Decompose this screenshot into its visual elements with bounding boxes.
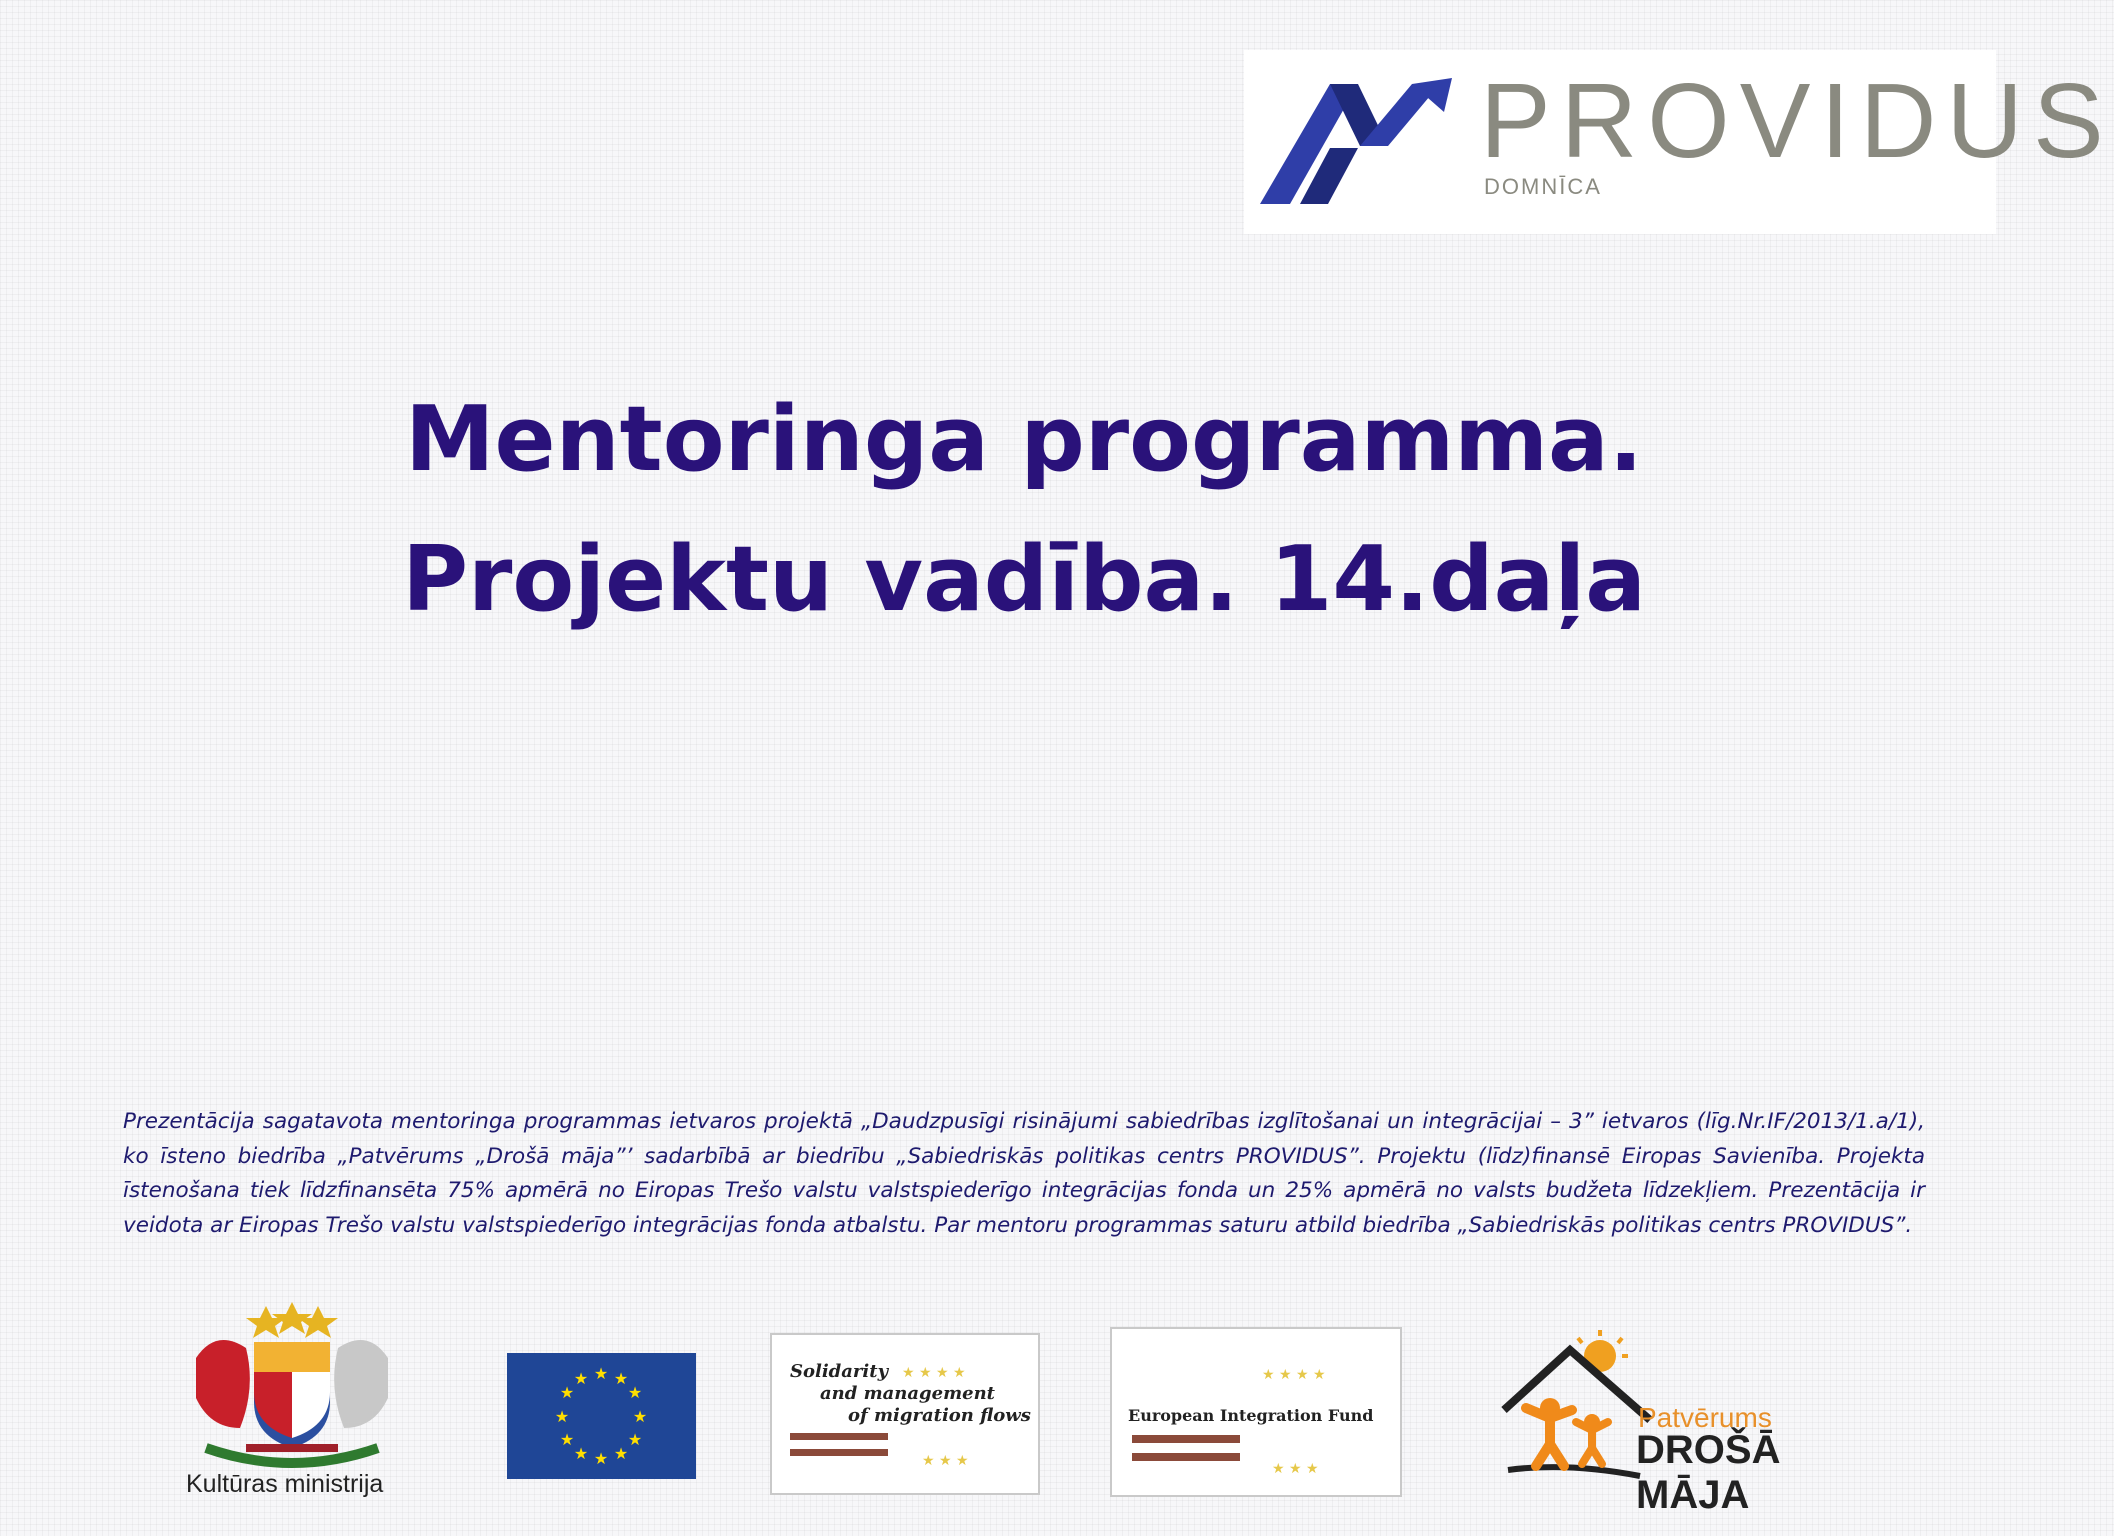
svg-text:★ ★ ★ ★: ★ ★ ★ ★ <box>902 1365 966 1381</box>
latvia-coat-of-arms-icon <box>176 1298 408 1468</box>
solidarity-logo <box>770 1333 1040 1495</box>
kulturas-ministrija-logo <box>176 1298 408 1508</box>
providus-n-logo-icon <box>1260 64 1460 220</box>
eif-label: European Integration Fund <box>1128 1406 1374 1425</box>
drosa-maja-line2: DROŠĀ MĀJA <box>1636 1428 1781 1517</box>
kulturas-ministrija-label: Kultūras ministrija <box>186 1470 384 1498</box>
providus-subtitle: DOMNĪCA <box>1484 174 1602 199</box>
svg-text:★: ★ <box>627 1383 643 1402</box>
svg-text:★: ★ <box>554 1407 570 1426</box>
funding-disclaimer: Prezentācija sagatavota mentoringa programmas ietvaros projektā „Daudzpusīgi risinājumi sabiedrības izglītošanai un integrācijai – 3” ietvaros (līg.Nr.IF/2013/1.a/1), ko īsteno biedrība „Patvērums „Drošā māja”’ sadarbībā ar biedrību „Sabiedriskās politikas centrs PROVIDUS”. Projektu (līdz)finansē Eiropas Savienība. Projekta īstenošana tiek līdzfinansēta 75% apmērā no Eiropas Trešo valstu valstspiederīgo integrācijas fonda un 25% apmērā no valsts budžeta līdzekļiem. Prezentācija ir veidota ar Eiropas Trešo valstu valstspiederīgo integrācijas fonda atbalstu. Par mentoru programmas saturu atbild biedrība „Sabiedriskās politikas centrs PROVIDUS”. <box>123 1109 1925 1238</box>
providus-logo <box>1244 50 2114 234</box>
slide-title-line1: Mentoringa programma. <box>405 387 1643 492</box>
svg-text:★: ★ <box>573 1444 589 1463</box>
solidarity-line1: Solidarity <box>790 1361 889 1382</box>
eu-flag-icon <box>507 1353 696 1479</box>
providus-name: PROVIDUS <box>1480 62 2114 180</box>
svg-text:★: ★ <box>613 1444 629 1463</box>
slide-title <box>224 370 1824 650</box>
svg-text:★: ★ <box>593 1449 609 1468</box>
svg-text:★: ★ <box>573 1369 589 1388</box>
svg-text:★ ★ ★ ★: ★ ★ ★ ★ <box>1262 1367 1326 1383</box>
svg-text:★: ★ <box>593 1364 609 1383</box>
svg-text:★: ★ <box>559 1430 575 1449</box>
solidarity-line3: of migration flows <box>848 1405 1031 1426</box>
svg-text:★ ★ ★: ★ ★ ★ <box>1272 1461 1319 1477</box>
eu-flag <box>507 1353 696 1479</box>
svg-text:★ ★ ★: ★ ★ ★ <box>922 1453 969 1469</box>
slide-title-line2: Projektu vadība. 14.daļa <box>402 527 1646 632</box>
drosa-maja-line1: Patvērums <box>1638 1402 1772 1433</box>
svg-text:★: ★ <box>559 1383 575 1402</box>
solidarity-line2: and management <box>820 1383 995 1404</box>
svg-text:★: ★ <box>627 1430 643 1449</box>
european-integration-fund-logo <box>1110 1327 1402 1497</box>
svg-text:★: ★ <box>613 1369 629 1388</box>
svg-text:★: ★ <box>632 1407 648 1426</box>
drosa-maja-logo <box>1500 1330 1890 1517</box>
